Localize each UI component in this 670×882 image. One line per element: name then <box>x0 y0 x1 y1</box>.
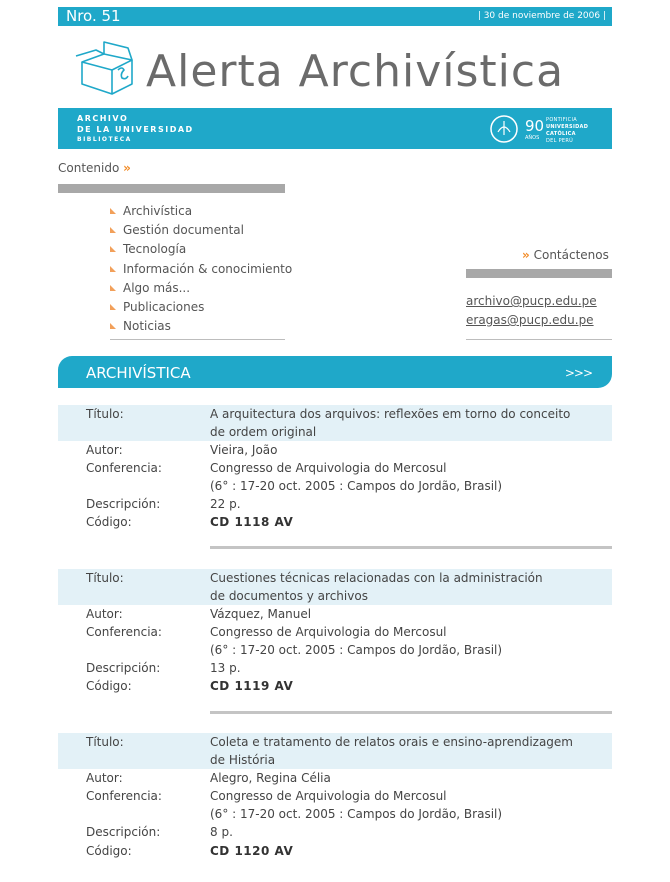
band-line-archivo: ARCHIVO <box>77 114 129 123</box>
contents-label: Contenido <box>58 161 120 175</box>
badge-universidad: UNIVERSIDAD <box>546 124 589 130</box>
label-conferencia: Conferencia: <box>86 461 162 475</box>
badge-catolica: CATÓLICA <box>546 131 576 137</box>
label-titulo: Título: <box>86 735 124 749</box>
badge-pontificia: PONTIFICIA <box>546 117 577 123</box>
label-autor: Autor: <box>86 607 123 621</box>
archive-box-logo-icon <box>74 40 142 96</box>
bullet-icon <box>110 304 116 310</box>
bullet-icon <box>110 208 116 214</box>
contact-bottom-rule <box>466 339 612 340</box>
pucp-seal-icon <box>488 114 520 144</box>
label-autor: Autor: <box>86 443 123 457</box>
contact-heading <box>522 247 609 263</box>
menu-item-informacion[interactable]: Información & conocimiento <box>110 261 292 277</box>
menu-item-archivistica[interactable]: Archivística <box>110 203 192 219</box>
label-titulo: Título: <box>86 407 124 421</box>
record-title-line1: A arquitectura dos arquivos: reflexões em torno do conceito <box>210 407 571 421</box>
bullet-icon <box>110 285 116 291</box>
label-conferencia: Conferencia: <box>86 789 162 803</box>
menu-item-gestion-documental[interactable]: Gestión documental <box>110 222 244 238</box>
issue-header-bar <box>58 7 612 26</box>
contents-heading <box>58 160 131 176</box>
menu-bottom-rule <box>110 339 285 340</box>
record-separator <box>210 546 612 549</box>
label-conferencia: Conferencia: <box>86 625 162 639</box>
chevron-right-icon: » <box>123 161 131 175</box>
record-separator <box>210 711 612 714</box>
record-code: CD 1118 AV <box>210 515 294 529</box>
record-conference-line1: Congresso de Arquivologia do Mercosul <box>210 461 447 475</box>
bullet-icon <box>110 227 116 233</box>
email-link-archivo[interactable]: archivo@pucp.edu.pe <box>466 294 597 308</box>
bullet-icon <box>110 266 116 272</box>
section-title: ARCHIVÍSTICA <box>86 364 191 382</box>
bullet-icon <box>110 246 116 252</box>
badge-anos: AÑOS <box>525 135 540 141</box>
badge-number: 90 <box>525 117 545 135</box>
badge-del-peru: DEL PERÚ <box>546 138 574 144</box>
record-conference-line2: (6° : 17-20 oct. 2005 : Campos do Jordão, Brasil) <box>210 479 503 493</box>
chevron-right-icon: » <box>522 248 530 262</box>
band-line-universidad: DE LA UNIVERSIDAD <box>77 125 194 134</box>
label-descripcion: Descripción: <box>86 497 161 511</box>
band-line-biblioteca: BIBLIOTECA <box>77 136 132 143</box>
label-titulo: Título: <box>86 571 124 585</box>
label-autor: Autor: <box>86 771 123 785</box>
menu-item-algo-mas[interactable]: Algo más... <box>110 280 190 296</box>
bullet-icon <box>110 323 116 329</box>
record-title-line2: de documentos y archivos <box>210 589 368 603</box>
university-archive-band <box>58 108 612 149</box>
menu-item-publicaciones[interactable]: Publicaciones <box>110 299 204 315</box>
section-header <box>58 356 612 388</box>
record-code: CD 1119 AV <box>210 679 294 693</box>
record-code: CD 1120 AV <box>210 844 294 858</box>
record-title-line2: de ordem original <box>210 425 317 439</box>
email-link-eragas[interactable]: eragas@pucp.edu.pe <box>466 313 594 327</box>
record-conference-line1: Congresso de Arquivologia do Mercosul <box>210 625 447 639</box>
record-conference-line2: (6° : 17-20 oct. 2005 : Campos do Jordão, Brasil) <box>210 643 503 657</box>
record-author: Vázquez, Manuel <box>210 607 312 621</box>
record-description: 22 p. <box>210 497 241 511</box>
label-descripcion: Descripción: <box>86 661 161 675</box>
contact-label: Contáctenos <box>533 248 609 262</box>
triple-chevron-icon: >>> <box>564 366 592 380</box>
contents-divider <box>58 184 285 193</box>
record-author: Vieira, João <box>210 443 278 457</box>
record-title-line1: Cuestiones técnicas relacionadas con la administración <box>210 571 543 585</box>
newsletter-title: Alerta Archivística <box>146 46 565 97</box>
label-descripcion: Descripción: <box>86 825 161 839</box>
contact-divider <box>466 269 612 278</box>
menu-item-tecnologia[interactable]: Tecnología <box>110 241 186 257</box>
pucp-90-years-badge <box>488 114 612 144</box>
record-conference-line2: (6° : 17-20 oct. 2005 : Campos do Jordão, Brasil) <box>210 807 503 821</box>
label-codigo: Código: <box>86 515 132 529</box>
menu-item-noticias[interactable]: Noticias <box>110 318 171 334</box>
record-title-line2: de História <box>210 753 276 767</box>
record-description: 8 p. <box>210 825 233 839</box>
issue-date: | 30 de noviembre de 2006 | <box>477 11 606 21</box>
record-title-line1: Coleta e tratamento de relatos orais e ensino-aprendizagem <box>210 735 573 749</box>
issue-number: Nro. 51 <box>66 7 121 25</box>
record-description: 13 p. <box>210 661 241 675</box>
label-codigo: Código: <box>86 679 132 693</box>
label-codigo: Código: <box>86 844 132 858</box>
record-conference-line1: Congresso de Arquivologia do Mercosul <box>210 789 447 803</box>
record-author: Alegro, Regina Célia <box>210 771 331 785</box>
